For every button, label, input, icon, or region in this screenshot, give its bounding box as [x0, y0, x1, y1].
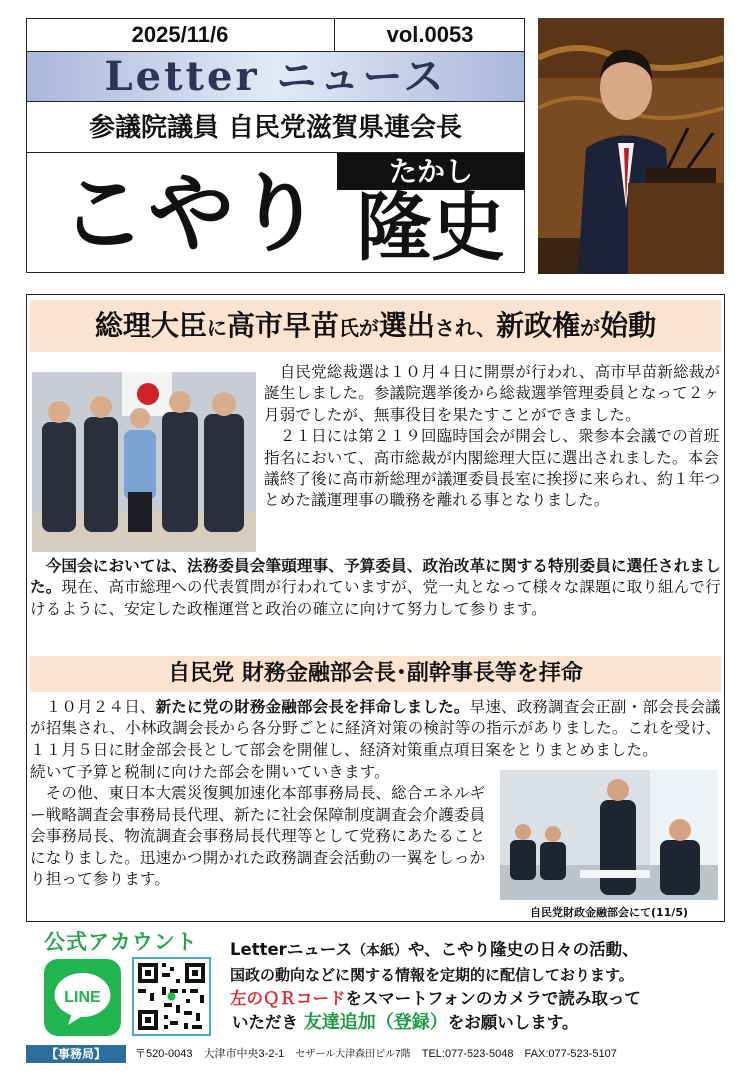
office-fax: FAX:077-523-5107 — [524, 1048, 617, 1060]
footer-line3 — [230, 987, 730, 1011]
heading-part: 総理大臣 — [94, 309, 207, 342]
qr-instruction-highlight: 左のＱＲコード — [230, 989, 346, 1008]
name-kana: たかし — [337, 153, 525, 190]
office-postal: 〒520-0043 — [135, 1048, 193, 1060]
heading-part: が — [358, 316, 379, 340]
footer-line4 — [230, 1011, 730, 1035]
footer-line1-a: Letterニュース — [230, 940, 352, 959]
name-given: 隆史 — [357, 185, 505, 271]
heading-part: され、 — [434, 316, 497, 340]
add-friend-highlight: 友達追加（登録） — [303, 1012, 448, 1033]
article2-p1-lead: １０月２４日、 — [30, 698, 156, 716]
heading-part: が — [580, 316, 601, 340]
heading-part: 選出 — [378, 309, 435, 342]
issue-volume: vol.0053 — [335, 18, 525, 52]
heading-part: 氏 — [338, 316, 359, 340]
article2-paragraph2: 続いて予算と税制に向けた部会を開いていきます。 その他、東日本大震災復興加速化本部事務局長、総合エネルギー戦略調査会事務局長代理、新たに社会保障制度調査会介護委員会事務局長、物流調査会事務局長代理等として党務にあたることになりました。迅速かつ開かれた政務調査会活動の一翼をしっかり担って参ります。 — [30, 763, 486, 889]
article1-paragraph1: 自民党総裁選は１０月４日に開票が行われ、高市早苗新総裁が誕生しました。参議院選挙後から総裁選挙管理委員となって２ヶ月弱でしたが、無事役目を果たすことができました。 ２１日には第２１９回臨時国会が開会し、衆参本会議での首班指名において、高市総裁が内閣総理大臣に選出されました。本会議終了後に高市新総理が議運委員長室に挨拶に来られ、約１年つとめた議運理事の職務を離れる事となりました。 — [264, 363, 721, 510]
line-app-icon[interactable] — [44, 959, 121, 1036]
footer-line2: 国政の動向などに関する情報を定期的に配信しております。 — [230, 966, 634, 984]
footer-line1-b: や、こやり隆史の日々の活動、 — [407, 940, 639, 959]
office-contact — [135, 1045, 625, 1064]
article1-paragraph2-rest: 現在、高市総理への代表質問が行われていますが、党一丸となって様々な課題に取り組んで行けるように、安定した政権運営と政治の確立に向けて努力して参ります。 — [30, 578, 721, 618]
office-building: セザール大津森田ビル7階 — [295, 1049, 411, 1060]
meeting-photo-caption: 自民党財政金融部会にて(11/5) — [529, 906, 689, 919]
article1-paragraph2 — [30, 556, 722, 620]
office-label: 【事務局】 — [26, 1045, 126, 1063]
name-family: こやり — [60, 164, 324, 264]
article2-paragraph1 — [30, 697, 722, 761]
footer-line1-small: （本紙） — [351, 943, 408, 959]
member-title: 参議院議員 自民党滋賀県連会長 — [88, 113, 463, 143]
heading-part: に — [206, 316, 227, 340]
article2-p1-rest: 早速、政務調査会正副・部会長会議が招集され、小林政調会長から各分野ごとに経済対策の検討等の指示がありました。これを受け、１１月５日に財金部会長として部会を開催し、経済対策重点項目案をとりまとめました。 — [30, 698, 722, 759]
group-photo — [32, 372, 256, 552]
issue-date: 2025/11/6 — [26, 18, 335, 52]
footer-line3-b: をスマートフォンのカメラで読み取って — [345, 989, 641, 1008]
footer-line4-b: をお願いします。 — [447, 1013, 579, 1032]
article2-heading: 自民党 財務金融部会長･副幹事長等を拝命 — [30, 656, 721, 692]
footer-line4-a: いただき — [232, 1013, 304, 1032]
heading-part: 始動 — [600, 309, 657, 342]
office-tel: TEL:077-523-5048 — [421, 1048, 514, 1060]
office-address: 大津市中央3-2-1 — [203, 1048, 285, 1060]
heading-part: 高市早苗 — [226, 309, 339, 342]
line-icon-label: LINE — [64, 989, 101, 1006]
article1-heading — [30, 300, 721, 352]
meeting-photo — [500, 770, 718, 900]
heading-part: 新政権 — [496, 309, 581, 342]
portrait-photo — [538, 18, 724, 274]
newsletter-banner: Letter ニュース — [27, 52, 524, 102]
article2-p1-bold: 新たに党の財務金融部会長を拝命しました。 — [155, 698, 470, 716]
qr-code[interactable] — [132, 957, 211, 1036]
footer-line1 — [230, 938, 730, 963]
official-account-label: 公式アカウント — [44, 930, 198, 954]
line-signup-message — [230, 938, 730, 1035]
article1-paragraph2-bold: 今国会においては、法務委員会筆頭理事、予算委員、政治改革に関する特別委員に選任されました。 — [30, 557, 721, 597]
